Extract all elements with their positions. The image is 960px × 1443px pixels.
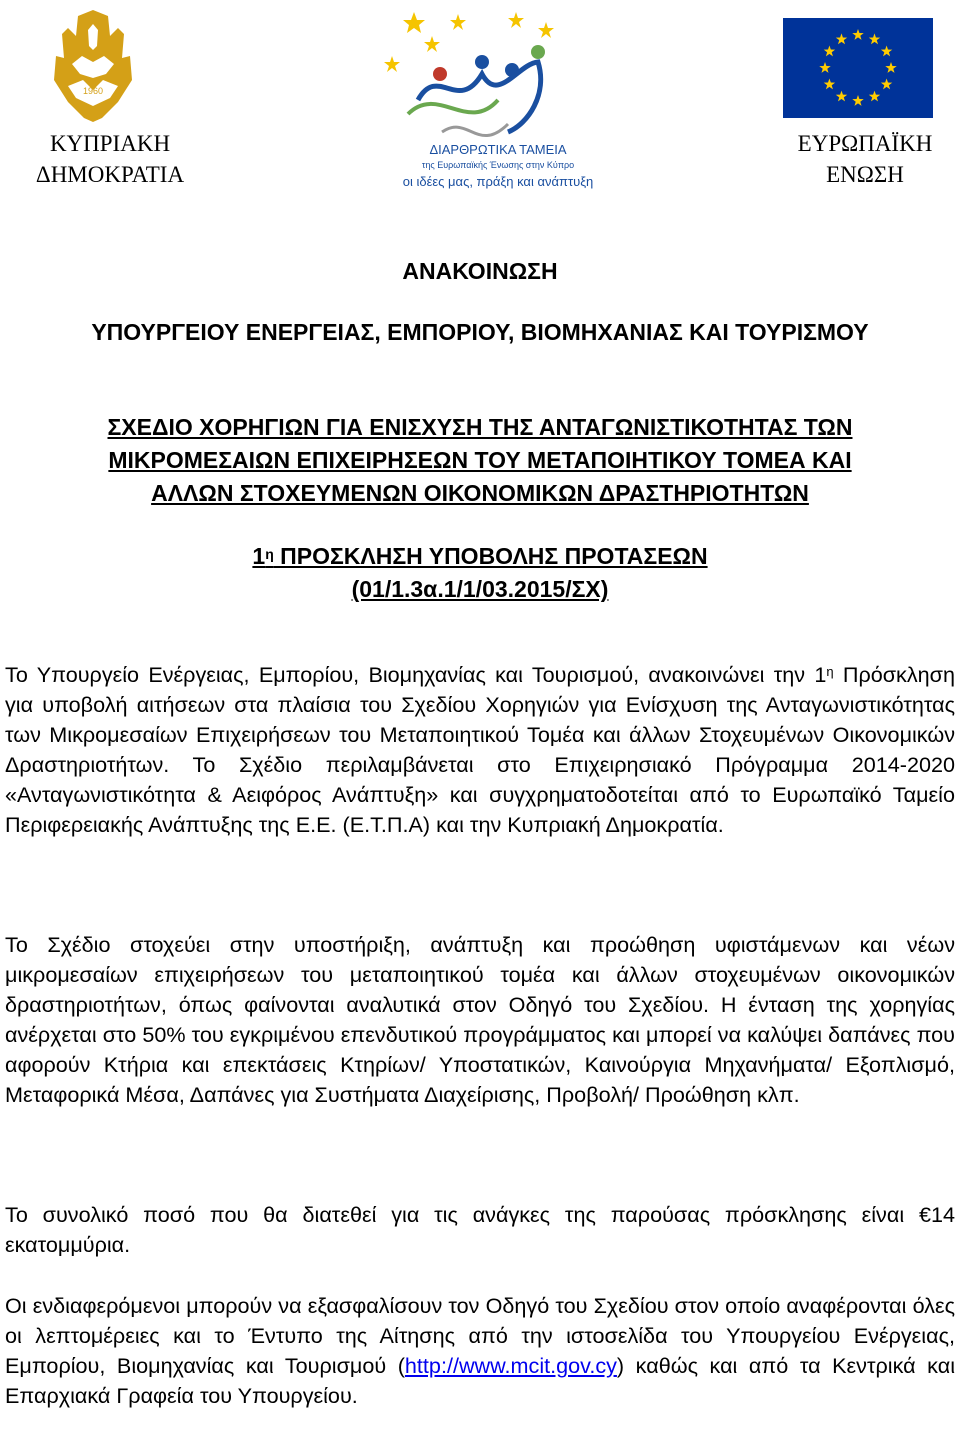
eu-flag-logo	[783, 18, 933, 118]
sf-logo-slogan: οι ιδέες μας, πράξη και ανάπτυξη	[402, 174, 594, 189]
header	[0, 0, 960, 200]
cyprus-emblem-logo	[48, 6, 138, 124]
eu-label-line1: ΕΥΡΩΠΑΪΚΗ	[797, 131, 933, 156]
paragraph-info-text-b: ) καθώς και από τα Κεντρικά και Επαρχιακά Γραφεία του Υπουργείου.	[5, 1353, 955, 1408]
sf-logo-subtitle: της Ευρωπαϊκής Ένωσης στην Κύπρο	[421, 160, 575, 170]
eu-label-line2: ΕΝΩΣΗ	[826, 162, 904, 187]
emblem-year: 1960	[82, 86, 104, 96]
paragraph-intro-text-a: Το Υπουργείο Ενέργειας, Εμπορίου, Βιομηχανίας και Τουρισμού, ανακοινώνει την 1	[5, 662, 827, 687]
structural-funds-logo	[378, 4, 618, 194]
scheme-title-line1: ΣΧΕΔΙΟ ΧΟΡΗΓΙΩΝ ΓΙΑ ΕΝΙΣΧΥΣΗ ΤΗΣ ΑΝΤΑΓΩΝΙΣΤΙΚΟΤΗΤΑΣ ΤΩΝ	[107, 414, 853, 440]
paragraph-intro	[5, 660, 955, 840]
ministry-website-link[interactable]: http://www.mcit.gov.cy	[404, 1353, 617, 1378]
eu-label	[770, 128, 960, 190]
sf-logo-title: ΔΙΑΡΘΡΩΤΙΚΑ ΤΑΜΕΙΑ	[429, 142, 567, 157]
paragraph-objective: Το Σχέδιο στοχεύει στην υποστήριξη, ανάπτυξη και προώθηση υφιστάμενων και νέων μικρομεσαίων επιχειρήσεων του μεταποιητικού τομέα και άλλων στοχευμένων οικονομικών δραστηριοτήτων, όπως φαίνονται αναλυτικά στον Οδηγό του Σχεδίου. Η ένταση της χορηγίας ανέρχεται στο 50% του εγκριμένου επενδυτικού προγράμματος και μπορεί να καλύψει δαπάνες που αφορούν Κτήρια και επεκτάσεις Κτηρίων/ Υποστατικών, Καινούργια Μηχανήματα/ Εξοπλισμό, Μεταφορικά Μέσα, Δαπάνες για Συστήματα Διαχείρισης, Προβολή/ Προώθηση κλπ.	[5, 932, 955, 1107]
cyprus-label-line2: ΔΗΜΟΚΡΑΤΙΑ	[35, 162, 185, 187]
paragraph-info-text-a: Οι ενδιαφερόμενοι μπορούν να εξασφαλίσουν τον Οδηγό του Σχεδίου στον οποίο αναφέρονται όλες οι λεπτομέρειες και το Έντυπο της Αίτησης από την ιστοσελίδα του Υπουργείου Ενέργειας, Εμπορίου, Βιομηχανίας και Τουρισμού (	[5, 1293, 955, 1378]
scheme-title-line3: ΑΛΛΩΝ ΣΤΟΧΕΥΜΕΝΩΝ ΟΙΚΟΝΟΜΙΚΩΝ ΔΡΑΣΤΗΡΙΟΤΗΤΩΝ	[151, 480, 809, 506]
paragraph-intro-ordinal: η	[826, 664, 834, 679]
scheme-title	[0, 411, 960, 510]
cyprus-republic-label	[10, 128, 210, 190]
call-text: ΠΡΟΣΚΛΗΣΗ ΥΠΟΒΟΛΗΣ ΠΡΟΤΑΣΕΩΝ	[273, 543, 708, 569]
announcement-title: ΑΝΑΚΟΙΝΩΣΗ	[402, 258, 558, 284]
cyprus-label-line1: ΚΥΠΡΙΑΚΗ	[49, 131, 171, 156]
call-ordinal: η	[265, 546, 274, 562]
scheme-title-line2: ΜΙΚΡΟΜΕΣΑΙΩΝ ΕΠΙΧΕΙΡΗΣΕΩΝ ΤΟΥ ΜΕΤΑΠΟΙΗΤΙΚΟΥ ΤΟΜΕΑ ΚΑΙ	[108, 447, 852, 473]
call-code: (01/1.3α.1/1/03.2015/ΣΧ)	[351, 576, 609, 602]
ministry-heading: ΥΠΟΥΡΓΕΙΟΥ ΕΝΕΡΓΕΙΑΣ, ΕΜΠΟΡΙΟΥ, ΒΙΟΜΗΧΑΝΙΑΣ ΚΑΙ ΤΟΥΡΙΣΜΟΥ	[91, 319, 869, 345]
call-heading	[0, 540, 960, 606]
call-number: 1	[252, 543, 266, 569]
paragraph-info	[5, 1291, 955, 1411]
paragraph-intro-text-b: Πρόσκληση για υποβολή αιτήσεων στα πλαίσια του Σχεδίου Χορηγιών για Ενίσχυση της Ανταγωνιστικότητας των Μικρομεσαίων Επιχειρήσεων του Μεταποιητικού Τομέα και άλλων Στοχευμένων Οικονομικών Δραστηριοτήτων. Το Σχέδιο περιλαμβάνεται στο Επιχειρησιακό Πρόγραμμα 2014-2020 «Ανταγωνιστικότητα & Αειφόρος Ανάπτυξη» και συγχρηματοδοτείται από το Ευρωπαϊκό Ταμείο Περιφερειακής Ανάπτυξης της Ε.Ε. (Ε.Τ.Π.Α) και την Κυπριακή Δημοκρατία.	[5, 662, 956, 837]
paragraph-budget: Το συνολικό ποσό που θα διατεθεί για τις ανάγκες της παρούσας πρόσκλησης είναι €14 εκατομμύρια.	[5, 1202, 955, 1257]
